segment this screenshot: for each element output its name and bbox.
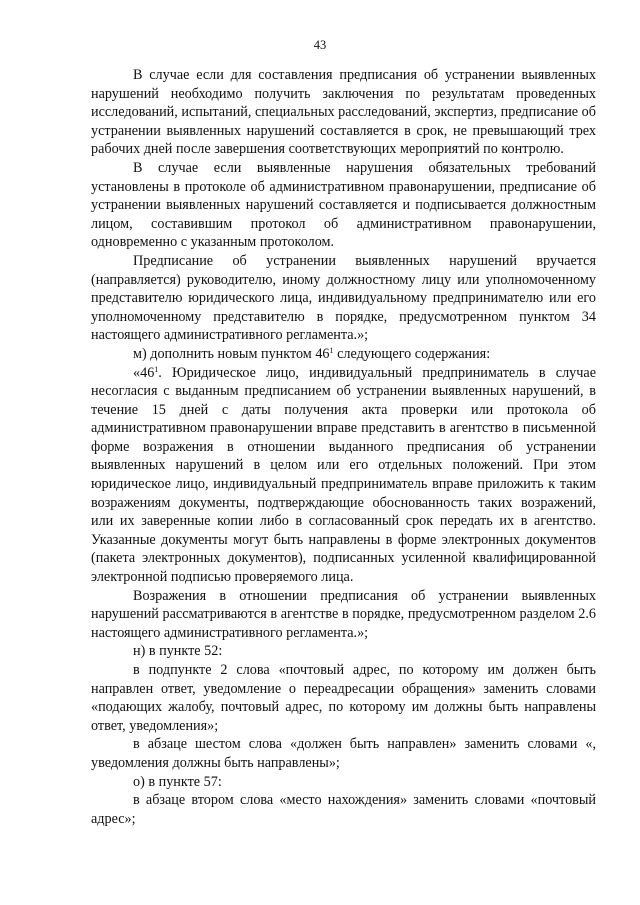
superscript-marker: 1: [329, 345, 334, 355]
paragraph-3: Предписание об устранении выявленных нарушений вручается (направляется) руководителю, иному должностному лицу или уполномоченному представителю юридического лица, индивидуальному предпринимателю или его уполномоченному представителю в порядке, предусмотренном пунктом 34 настоящего административного регламента.»;: [91, 252, 596, 344]
document-body: [91, 66, 596, 828]
paragraph-4: [91, 345, 596, 364]
page-number: 43: [313, 38, 327, 52]
paragraph-11: в абзаце втором слова «место нахождения» заменить словами «почтовый адрес»;: [91, 792, 596, 827]
paragraph-6: Возражения в отношении предписания об устранении выявленных нарушений рассматриваются в агентстве в порядке, предусмотренном разделом 2.6 настоящего административного регламента.»;: [91, 587, 596, 641]
paragraph-5-lead: «46: [133, 364, 155, 381]
superscript-marker: 1: [154, 364, 159, 374]
paragraph-5-tail: . Юридическое лицо, индивидуальный предприниматель в случае несогласия с выданным предписанием об устранении выявленных нарушений, в течение 15 дней с даты получения акта проверки или протокола об административном правонарушении вправе представить в агентство в письменной форме возражения в отношении выданного предписания об устранении выявленных нарушений в целом или его отдельных положений. При этом юридическое лицо, индивидуальный предприниматель вправе приложить к таким возражениям документы, подтверждающие обоснованность таких возражений, или их заверенные копии либо в согласованный срок передать их в агентство. Указанные документы могут быть направлены в форме электронных документов (пакета электронных документов), подписанных усиленной квалифицированной электронной подписью проверяемого лица.: [91, 364, 596, 586]
paragraph-9: в абзаце шестом слова «должен быть направлен» заменить словами «, уведомления должны быть направлены»;: [91, 736, 596, 771]
paragraph-5: [91, 364, 596, 587]
paragraph-10: о) в пункте 57:: [133, 773, 222, 790]
paragraph-7: н) в пункте 52:: [133, 643, 223, 660]
paragraph-1: В случае если для составления предписания об устранении выявленных нарушений необходимо получить заключения по результатам проведенных исследований, испытаний, специальных расследований, экспертиз, предписание об устранении выявленных нарушений составляется в срок, не превышающий трех рабочих дней после завершения соответствующих мероприятий по контролю.: [91, 67, 596, 158]
paragraph-2: В случае если выявленные нарушения обязательных требований установлены в протоколе об административном правонарушении, предписание об устранении выявленных нарушений составляется и подписывается должностным лицом, составившим протокол об административном правонарушении, одновременно с указанным протоколом.: [91, 159, 596, 251]
paragraph-8: в подпункте 2 слова «почтовый адрес, по которому им должен быть направлен ответ, уведомление о переадресации обращения» заменить словами «подающих жалобу, почтовый адрес, по которому им должны быть направлены ответ, уведомления»;: [91, 662, 596, 734]
paragraph-4-lead: м) дополнить новым пунктом 46: [133, 345, 330, 362]
paragraph-4-tail: следующего содержания:: [333, 345, 491, 362]
